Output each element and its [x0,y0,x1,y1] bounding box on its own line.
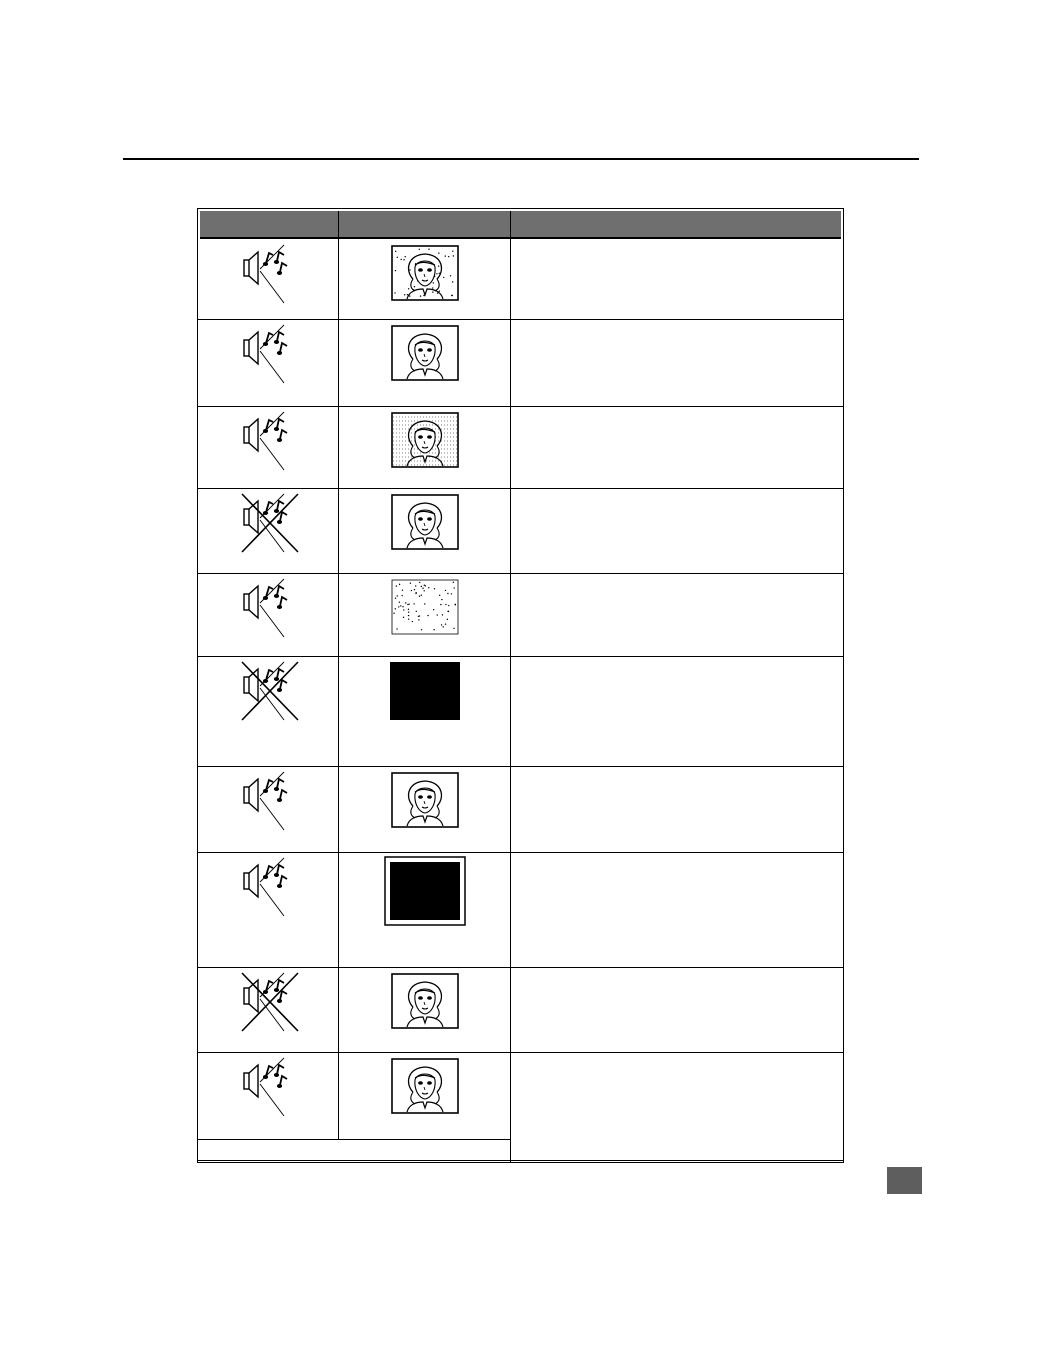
description-cell [511,967,843,1052]
sound-cell [198,766,338,852]
description-cell [511,319,843,406]
sound-cell [198,1052,338,1139]
sound-cell [198,406,338,488]
speaker-with-notes-icon [238,768,306,836]
speaker-crossed-out-icon [238,490,306,558]
black-screen-icon [384,856,466,931]
column-header-picture [339,211,510,237]
speaker-with-notes-icon [238,321,306,389]
picture-cell [339,967,510,1052]
description-cell [511,852,843,967]
picture-cell [339,656,510,766]
picture-cell [339,1052,510,1139]
description-cell [511,406,843,488]
column-header-sound [200,211,338,237]
snow-screen-icon [391,579,459,640]
speaker-with-notes-icon [238,575,306,643]
picture-cell [339,319,510,406]
description-cell [511,1052,843,1139]
table-bottom-rule [198,1160,843,1161]
description-cell [511,573,843,656]
table-footnote [198,1140,510,1160]
sound-cell [198,967,338,1052]
woman-face-icon [391,772,459,833]
picture-cell [339,488,510,573]
picture-cell [339,766,510,852]
troubleshooting-table [197,208,844,1163]
picture-cell [339,406,510,488]
speaker-with-notes-icon [238,1054,306,1122]
speaker-with-notes-icon [238,241,306,309]
column-header-description [511,211,841,237]
sound-cell [198,488,338,573]
sound-cell [198,319,338,406]
sound-cell [198,656,338,766]
speaker-with-notes-icon [238,408,306,476]
woman-face-icon [391,973,459,1034]
description-cell [511,239,843,319]
woman-face-icon [391,412,459,473]
picture-cell [339,573,510,656]
sound-cell [198,852,338,967]
picture-cell [339,239,510,319]
picture-cell [339,852,510,967]
page-number-badge [887,1167,922,1194]
woman-face-icon [391,494,459,555]
description-cell [511,656,843,766]
speaker-crossed-out-icon [238,658,306,726]
woman-face-icon [391,325,459,386]
black-screen-icon [390,662,460,725]
sound-cell [198,239,338,319]
speaker-crossed-out-icon [238,969,306,1037]
header-rule [123,158,919,160]
sound-cell [198,573,338,656]
speaker-with-notes-icon [238,854,306,922]
woman-face-icon [391,1058,459,1119]
description-cell [511,766,843,852]
description-cell [511,488,843,573]
woman-face-icon [391,245,459,306]
